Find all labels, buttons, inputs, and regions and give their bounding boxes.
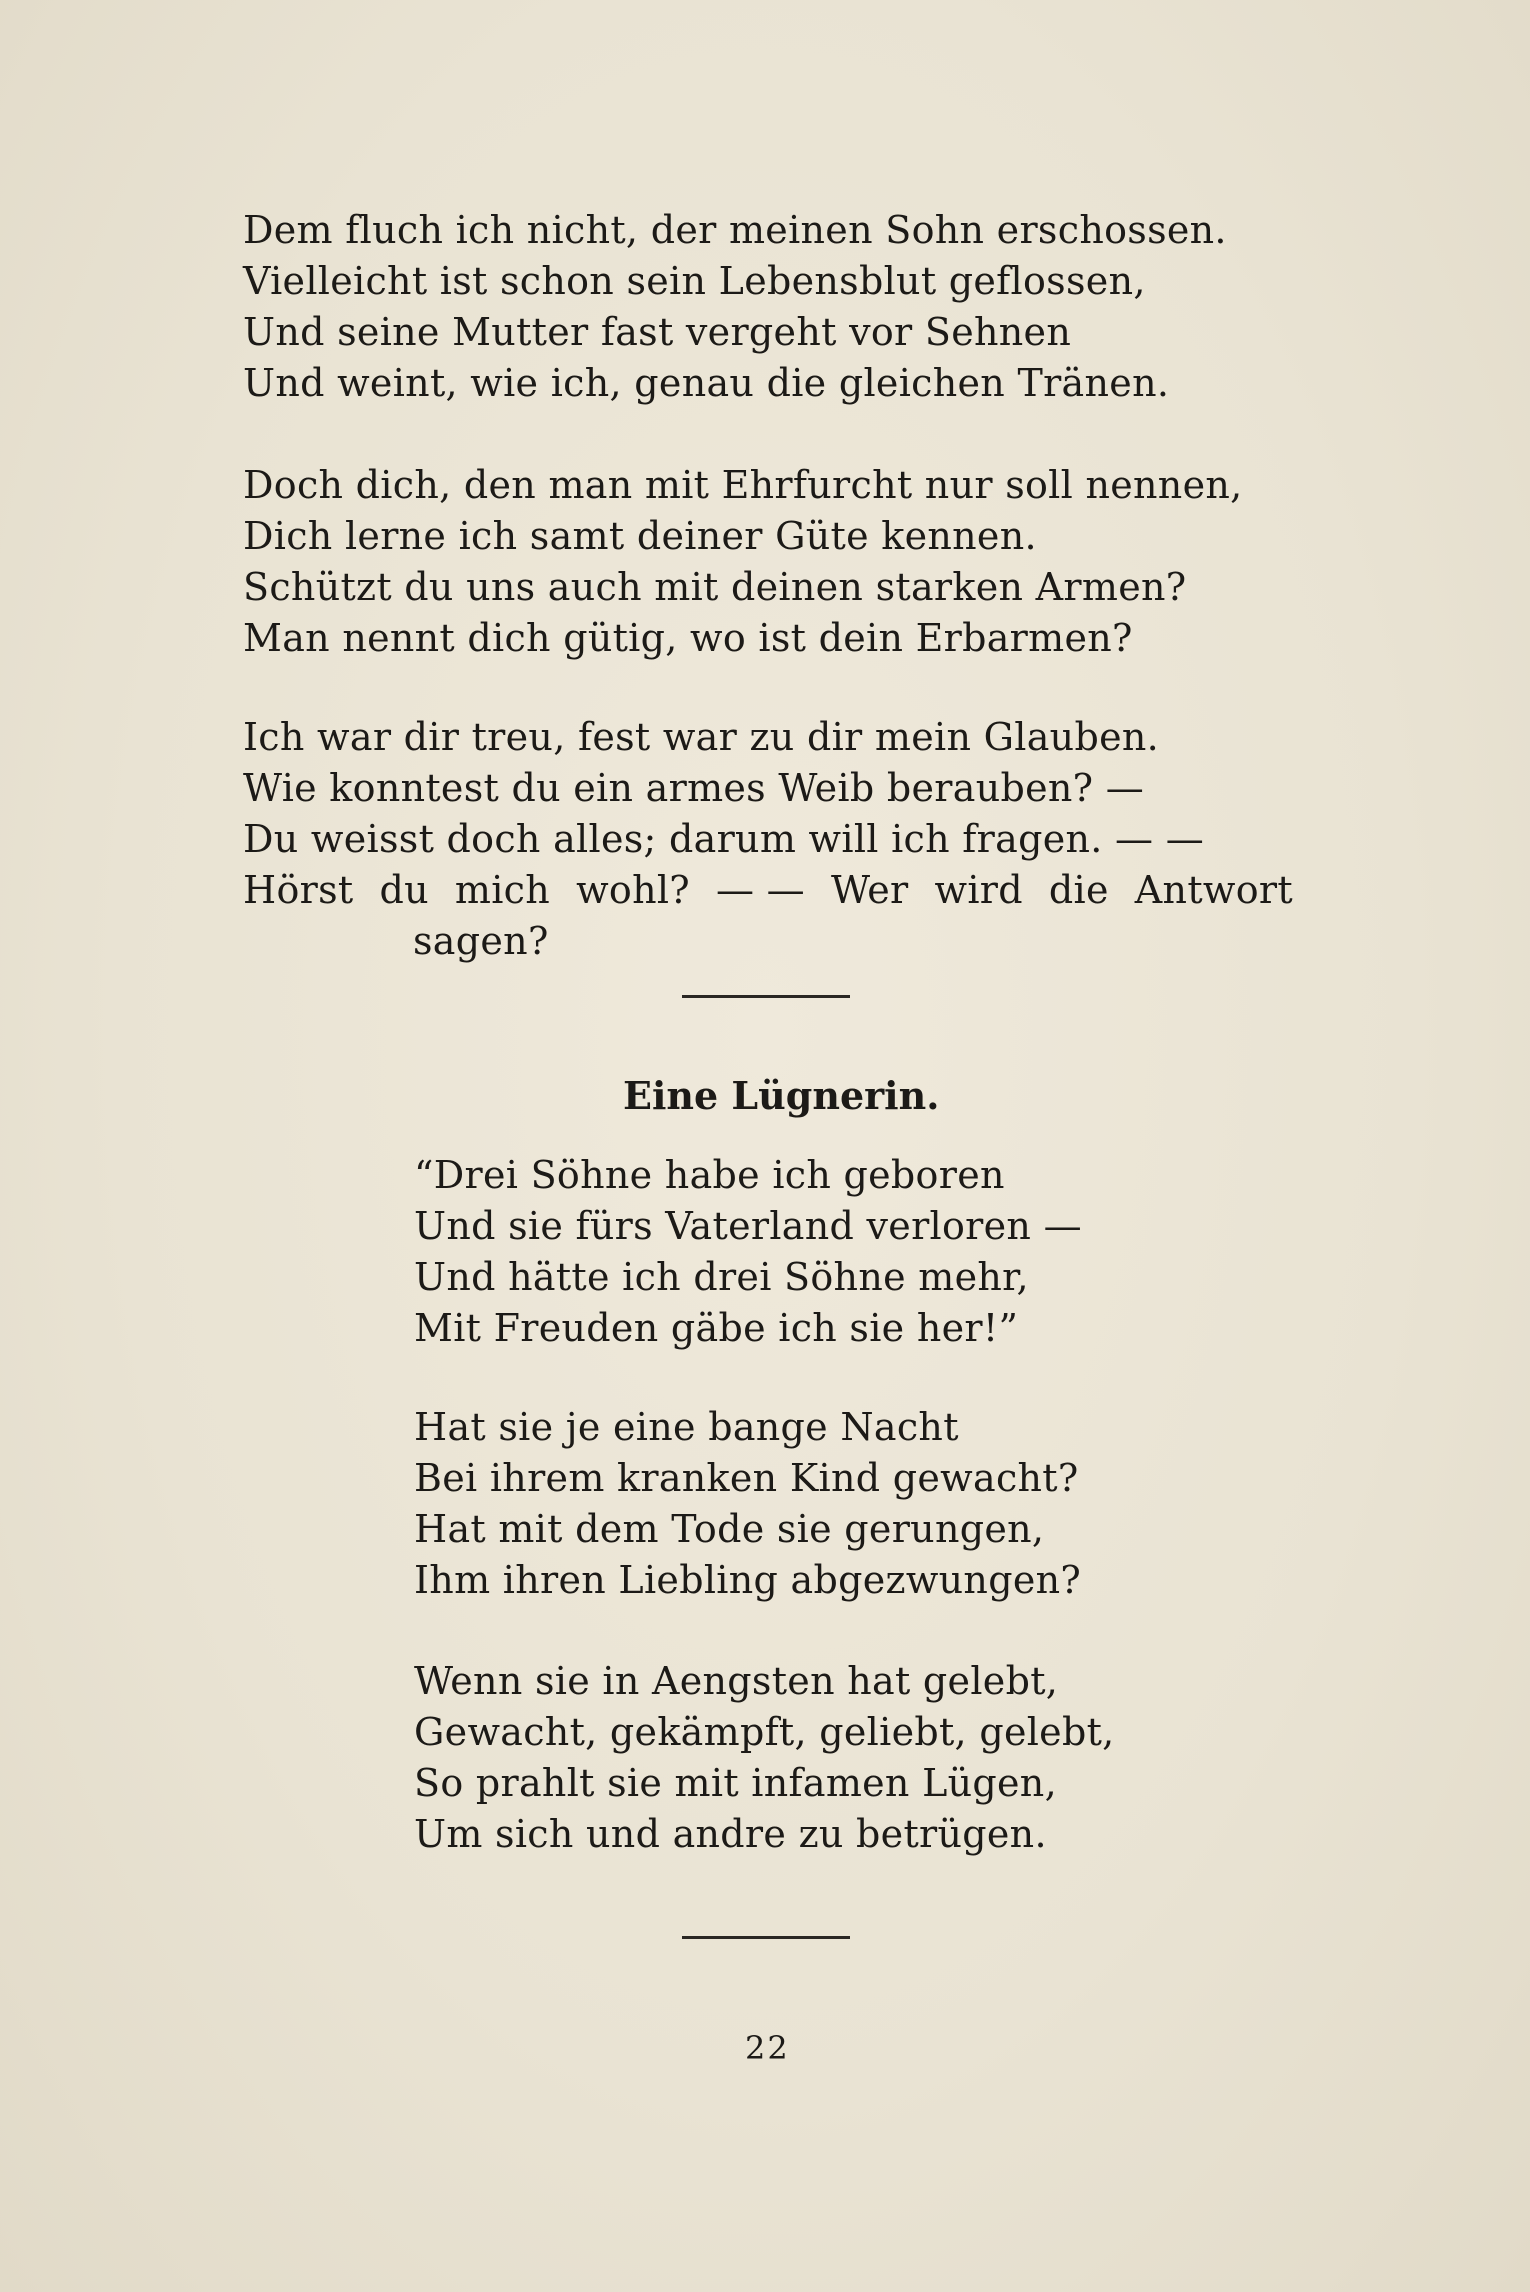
page-number: 22 xyxy=(745,2029,790,2067)
verse-line: Wenn sie in Aengsten hat gelebt, xyxy=(414,1659,1059,1703)
word: du xyxy=(379,868,429,912)
verse-line: Dem fluch ich nicht, der meinen Sohn erschossen. xyxy=(243,208,1227,252)
verse-line: Vielleicht ist schon sein Lebensblut geflossen, xyxy=(243,259,1146,303)
poem2-stanza-2 xyxy=(414,1402,1081,1606)
verse-line: Man nennt dich gütig, wo ist dein Erbarmen? xyxy=(243,616,1133,660)
verse-line: Und sie fürs Vaterland verloren — xyxy=(414,1204,1082,1248)
verse-line: Um sich und andre zu betrügen. xyxy=(414,1812,1047,1856)
verse-line: Hat sie je eine bange Nacht xyxy=(414,1405,959,1449)
verse-line: Und weint, wie ich, genau die gleichen Tränen. xyxy=(243,361,1170,405)
verse-line: Dich lerne ich samt deiner Güte kennen. xyxy=(243,514,1037,558)
verse-line-continuation: sagen? xyxy=(413,919,549,963)
section-divider xyxy=(682,1936,850,1939)
poem-title: Eine Lügnerin. xyxy=(623,1073,940,1118)
section-divider xyxy=(682,995,850,998)
verse-line: Hat mit dem Tode sie gerungen, xyxy=(414,1507,1045,1551)
word: Hörst xyxy=(243,868,354,912)
verse-line: Wie konntest du ein armes Weib berauben? — xyxy=(243,766,1145,810)
verse-line-justified xyxy=(243,865,1293,916)
verse-line: Ihm ihren Liebling abgezwungen? xyxy=(414,1558,1082,1602)
verse-line: So prahlt sie mit infamen Lügen, xyxy=(414,1761,1057,1805)
word: wird xyxy=(934,868,1023,912)
verse-line: Bei ihrem kranken Kind gewacht? xyxy=(414,1456,1079,1500)
verse-line: Doch dich, den man mit Ehrfurcht nur soll nennen, xyxy=(243,463,1243,507)
word: Antwort xyxy=(1134,868,1293,912)
word: — — xyxy=(715,868,805,912)
verse-line: Ich war dir treu, fest war zu dir mein Glauben. xyxy=(243,715,1160,759)
verse-line: Und hätte ich drei Söhne mehr, xyxy=(414,1255,1029,1299)
verse-line: Und seine Mutter fast vergeht vor Sehnen xyxy=(243,310,1072,354)
verse-line: Mit Freuden gäbe ich sie her!” xyxy=(414,1306,1019,1350)
verse-line: Schützt du uns auch mit deinen starken Armen? xyxy=(243,565,1187,609)
word: Wer xyxy=(830,868,909,912)
word: mich xyxy=(454,868,551,912)
poem1-stanza-2 xyxy=(243,460,1243,664)
poem1-stanza-3 xyxy=(243,712,1293,967)
verse-line: Du weisst doch alles; darum will ich fragen. — — xyxy=(243,817,1205,861)
word: die xyxy=(1048,868,1109,912)
verse-line: “Drei Söhne habe ich geboren xyxy=(414,1153,1005,1197)
word: wohl? xyxy=(576,868,690,912)
poem2-stanza-3 xyxy=(414,1656,1115,1860)
poem2-stanza-1 xyxy=(414,1150,1082,1354)
verse-line: Gewacht, gekämpft, geliebt, gelebt, xyxy=(414,1710,1115,1754)
poem1-stanza-1 xyxy=(243,205,1227,409)
